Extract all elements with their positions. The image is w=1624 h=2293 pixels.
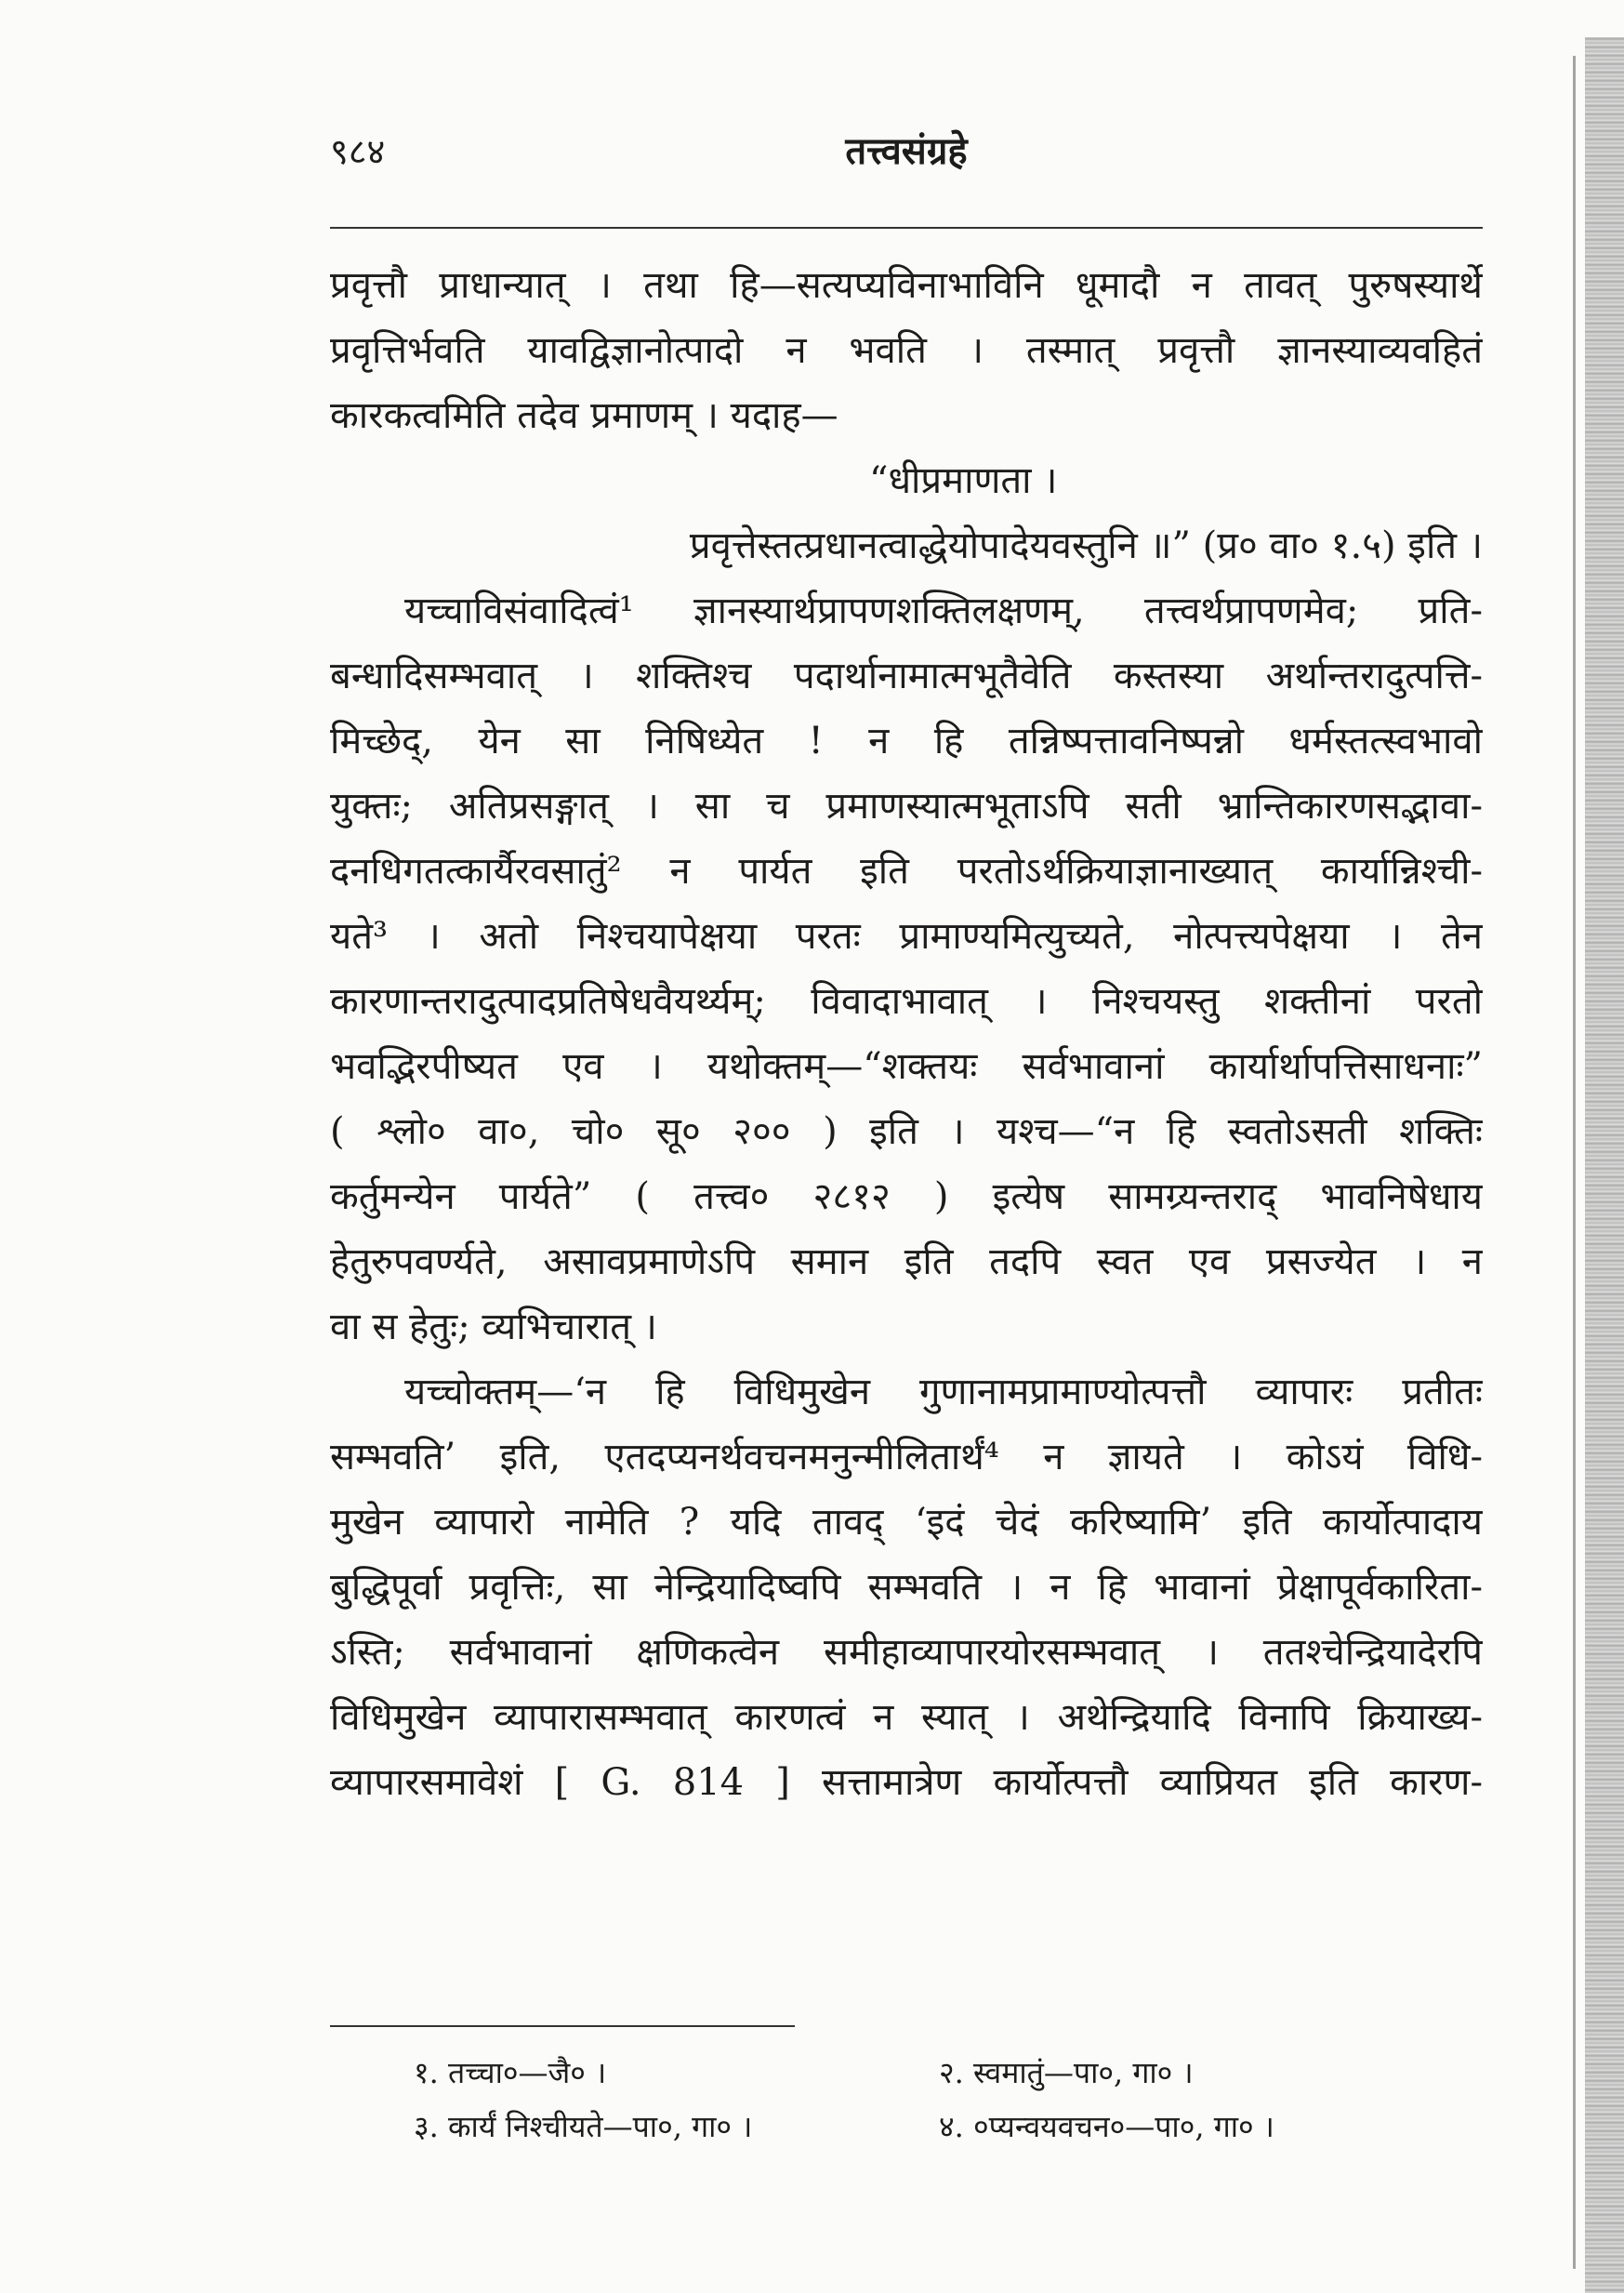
footnote-row <box>414 2046 1464 2100</box>
text-line: भवद्भिरपीष्यत एव । यथोक्तम्—“शक्तयः सर्वभावानां कार्यार्थापत्तिसाधनाः” <box>330 1045 1483 1088</box>
text-line: बन्धादिसम्भवात् । शक्तिश्च पदार्थानामात्मभूतैवेति कस्तस्या अर्थान्तरादुत्पत्ति- <box>330 655 1483 697</box>
text-line: वा स हेतुः; व्यभिचारात् । <box>330 1306 657 1348</box>
text-line: मिच्छेद्, येन सा निषिध्येत ! न हि तन्निष्पत्तावनिष्पन्नो धर्मस्तत्स्वभावो <box>330 720 1483 762</box>
text-line: प्रवृत्तिर्भवति यावद्विज्ञानोत्पादो न भवति । तस्मात् प्रवृत्तौ ज्ञानस्याव्यवहितं <box>330 329 1483 372</box>
text-line: ( श्लो० वा०, चो० सू० २०० ) इति । यश्च—“न हि स्वतोऽसती शक्तिः <box>330 1110 1483 1153</box>
main-text <box>330 253 1483 1815</box>
text-line: दनधिगतत्कार्यैरवसातुं² न पार्यत इति परतोऽर्थक्रियाज्ञानाख्यात् कार्यान्निश्ची- <box>330 850 1483 893</box>
verse-line: “धीप्रमाणता । <box>869 459 1058 502</box>
text-line: व्यापारसमावेशं [ G. 814 ] सत्तामात्रेण कार्योत्पत्तौ व्याप्रियत इति कारण- <box>330 1761 1483 1804</box>
footnotes <box>414 2046 1464 2154</box>
footnote-rule <box>330 2025 795 2027</box>
footnote-3: ३. कार्यं निश्चीयते—पा०, गा० । <box>414 2109 753 2144</box>
text-line: बुद्धिपूर्वा प्रवृत्तिः, सा नेन्द्रियादिष्वपि सम्भवति । न हि भावानां प्रेक्षापूर्वकारिता- <box>330 1566 1483 1609</box>
text-line: कारकत्वमिति तदेव प्रमाणम् । यदाह— <box>330 394 838 437</box>
text-line: विधिमुखेन व्यापारासम्भवात् कारणत्वं न स्यात् । अथेन्द्रियादि विनापि क्रियाख्य- <box>330 1696 1483 1739</box>
page-number: ९८४ <box>330 131 386 172</box>
footnote-row <box>414 2100 1464 2154</box>
footnote-2: २. स्वमातुं—पा०, गा० । <box>939 2055 1194 2090</box>
text-line: कर्तुमन्येन पार्यते” ( तत्त्व० २८१२ ) इत्येष सामग्र्यन्तराद् भावनिषेधाय <box>330 1175 1483 1218</box>
running-title: तत्त्वसंग्रहे <box>845 129 968 173</box>
scan-edge-line <box>1573 56 1576 2269</box>
header-rule <box>330 227 1483 229</box>
text-line: सम्भवति’ इति, एतदप्यनर्थवचनमनुन्मीलितार्थं⁴ न ज्ञायते । कोऽयं विधि- <box>330 1436 1483 1478</box>
scan-edge-shadow <box>1585 37 1624 2293</box>
page-header <box>330 119 1483 184</box>
text-line: हेतुरुपवर्ण्यते, असावप्रमाणेऽपि समान इति तदपि स्वत एव प्रसज्येत । न <box>330 1240 1483 1283</box>
footnote-1: १. तच्चा०—जै० । <box>414 2055 607 2090</box>
text-line: यच्चाविसंवादित्वं¹ ज्ञानस्यार्थप्रापणशक्तिलक्षणम्, तत्त्वर्थप्रापणमेव; प्रति- <box>404 590 1483 632</box>
footnote-4: ४. ०प्यन्वयवचन०—पा०, गा० । <box>939 2109 1274 2144</box>
text-line: यच्चोक्तम्—‘न हि विधिमुखेन गुणानामप्रामाण्योत्पत्तौ व्यापारः प्रतीतः <box>404 1371 1483 1413</box>
verse-line: प्रवृत्तेस्तत्प्रधानत्वाद्धेयोपादेयवस्तुनि ॥” (प्र० वा० १.५) इति । <box>689 524 1483 567</box>
text-line: प्रवृत्तौ प्राधान्यात् । तथा हि—सत्यप्यविनाभाविनि धूमादौ न तावत् पुरुषस्यार्थे <box>330 264 1483 307</box>
text-line: कारणान्तरादुत्पादप्रतिषेधवैयर्थ्यम्; विवादाभावात् । निश्चयस्तु शक्तीनां परतो <box>330 980 1483 1023</box>
text-line: यते³ । अतो निश्चयापेक्षया परतः प्रामाण्यमित्युच्यते, नोत्पत्त्यपेक्षया । तेन <box>330 915 1483 958</box>
text-line: युक्तः; अतिप्रसङ्गात् । सा च प्रमाणस्यात्मभूताऽपि सती भ्रान्तिकारणसद्भावा- <box>330 785 1483 828</box>
text-line: ऽस्ति; सर्वभावानां क्षणिकत्वेन समीहाव्यापारयोरसम्भवात् । ततश्चेन्द्रियादेरपि <box>330 1631 1483 1674</box>
text-line: मुखेन व्यापारो नामेति ? यदि तावद् ‘इदं चेदं करिष्यामि’ इति कार्योत्पादाय <box>330 1501 1483 1544</box>
